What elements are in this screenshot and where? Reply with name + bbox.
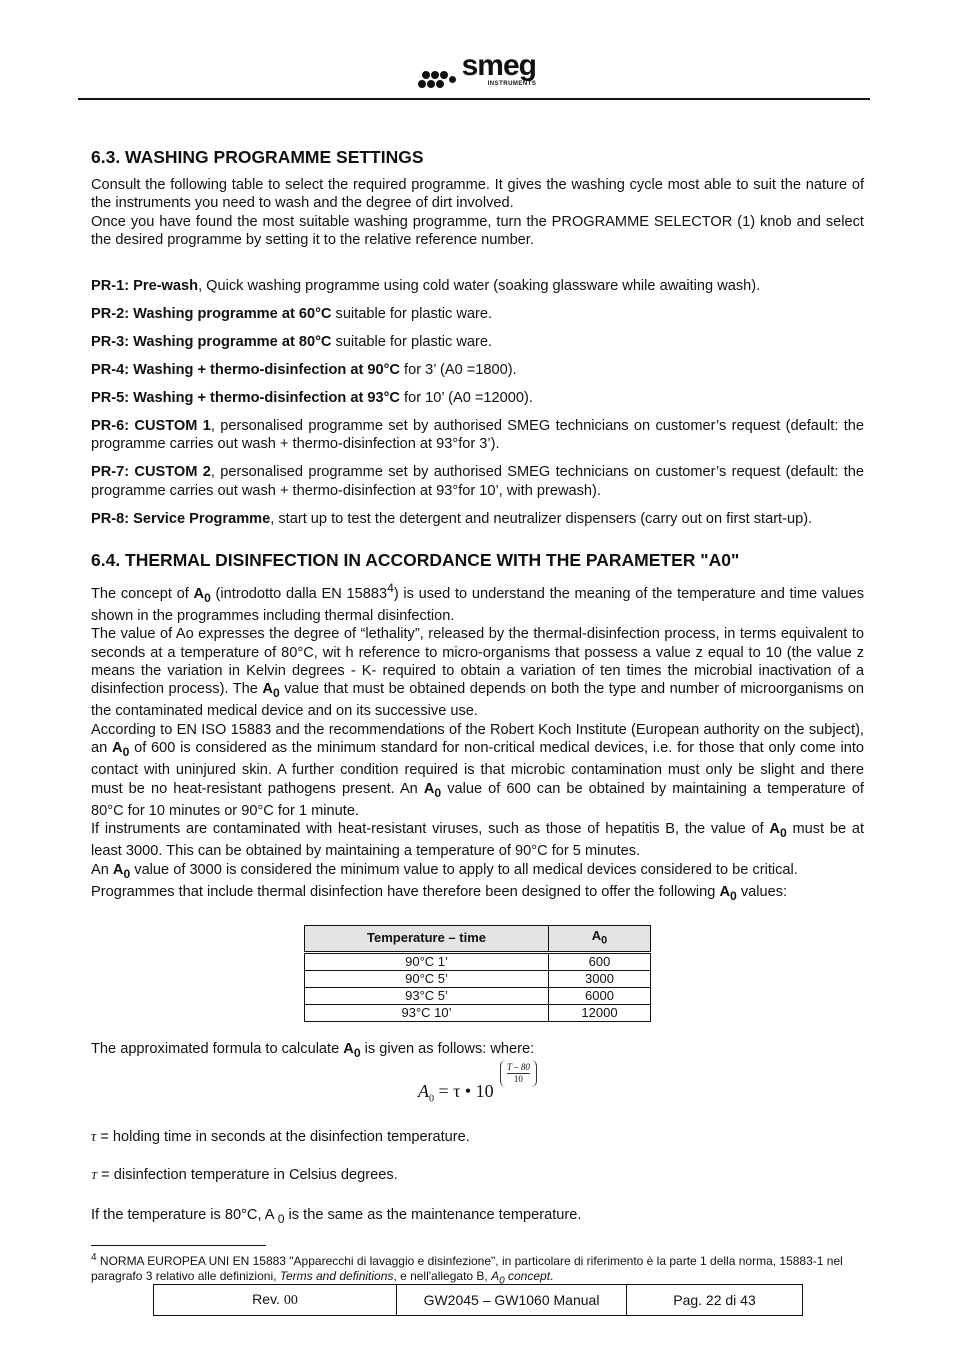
intro-paragraph-1: Consult the following table to select the required programme. It gives the washing cycle most able to suit the nature of the instruments you need to wash and the degree of dirt involved.: [91, 177, 864, 212]
column-header-temperature-time: Temperature – time: [305, 925, 549, 952]
table-row: [305, 952, 651, 970]
footnote: $^4$ NORMA EUROPEA UNI EN 15883 "Apparecchi di lavaggio e disinfezione", in particolare di riferimento è la parte 1 della norma, 15883-1 nel paragrafo 3 relativo alle definizioni, Terms and definitions, e nell'allegato B, $A_0$ concept.: [91, 1252, 843, 1286]
footer-page-number: Pag. 22 di 43: [627, 1285, 803, 1316]
cell-time: 93°C 5’: [305, 987, 549, 1004]
logo-subtitle: INSTRUMENTS: [487, 81, 537, 87]
page-footer: [153, 1284, 803, 1316]
a0-paragraph-1: The concept of $A_0$ (introdotto dalla EN 15883$^4$) is used to understand the meaning of the temperature and time values shown in the programmes including thermal disinfection.: [91, 580, 864, 625]
footer-manual-name: GW2045 – GW1060 Manual: [397, 1285, 627, 1316]
cell-a0: 6000: [549, 987, 651, 1004]
programme-item: PR-7: CUSTOM 2, personalised programme set by authorised SMEG technicians on customer’s request (default: the programme carries out wash + thermo-disinfection at 93°for 10’, with prewash).: [91, 464, 864, 499]
programme-item: PR-1: Pre-wash, Quick washing programme using cold water (soaking glassware while awaiting wash).: [91, 278, 761, 295]
cell-a0: 600: [549, 952, 651, 970]
table-row: [305, 1004, 651, 1021]
footer-revision: Rev. 00: [154, 1285, 397, 1316]
formula-intro: The approximated formula to calculate $A_0$ is given as follows: where:: [91, 1040, 535, 1060]
logo-text: smeg: [461, 49, 536, 82]
a0-values-table: [304, 925, 651, 1022]
smeg-dots-icon: [418, 62, 458, 88]
header-divider: [78, 98, 870, 100]
temperature-definition: T = disinfection temperature in Celsius degrees.: [91, 1167, 398, 1184]
programme-item: PR-4: Washing + thermo-disinfection at 90°C for 3’ (A0 =1800).: [91, 362, 517, 379]
a0-paragraph-5: An $A_0$ value of 3000 is considered the minimum value to apply to all medical devices considered to be critical.: [91, 861, 798, 881]
table-row: [305, 970, 651, 987]
tau-definition: τ = holding time in seconds at the disinfection temperature.: [91, 1129, 470, 1146]
a0-formula: $A_0 = \tau$ • 10 T – 80 10: [418, 1064, 864, 1110]
programme-item: PR-5: Washing + thermo-disinfection at 93°C for 10’ (A0 =12000).: [91, 390, 533, 407]
temperature-note: If the temperature is 80°C, A $_0$ is the same as the maintenance temperature.: [91, 1206, 582, 1226]
cell-time: 90°C 5’: [305, 970, 549, 987]
page-content: [91, 146, 864, 1228]
a0-paragraph-2: The value of Ao expresses the degree of “lethality”, released by the thermal-disinfection process, in terms equivalent to seconds at a temperature of 80°C, wit h reference to micro-organisms that possess a value z equal to 10 (the value z means the variation in Kelvin degrees - K- required to obtain a variation of ten times the microbial inactivation of a disinfection process). The $A_0$ value that must be obtained depends on both the type and number of microorganisms on the contaminated medical device and on its successive use.: [91, 626, 864, 720]
cell-a0: 12000: [549, 1004, 651, 1021]
programme-item: PR-6: CUSTOM 1, personalised programme set by authorised SMEG technicians on customer’s request (default: the programme carries out wash + thermo-disinfection at 93°for 3’).: [91, 418, 864, 453]
programme-item: PR-3: Washing programme at 80°C suitable for plastic ware.: [91, 334, 493, 351]
table-header-row: [305, 925, 651, 952]
section-title-washing-programme: 6.3. WASHING PROGRAMME SETTINGS: [91, 147, 424, 167]
header-logo: [0, 49, 954, 93]
intro-paragraph-2: Once you have found the most suitable washing programme, turn the PROGRAMME SELECTOR (1) knob and select the desired programme by setting it to the relative reference number.: [91, 213, 864, 248]
cell-time: 90°C 1’: [305, 952, 549, 970]
programme-item: PR-2: Washing programme at 60°C suitable for plastic ware.: [91, 306, 493, 323]
programme-list: [91, 277, 864, 528]
a0-paragraph-6: Programmes that include thermal disinfection have therefore been designed to offer the following $A_0$ values:: [91, 883, 788, 903]
table-row: [305, 987, 651, 1004]
programme-item: PR-8: Service Programme, start up to test the detergent and neutralizer dispensers (carry out on first start-up).: [91, 510, 813, 527]
formula-exponent: T – 80 10: [500, 1060, 537, 1087]
a0-paragraph-4: If instruments are contaminated with heat-resistant viruses, such as those of hepatitis B, the value of $A_0$ must be at least 3000. This can be obtained by maintaining a temperature of 90°C for 5 minutes.: [91, 821, 864, 860]
column-header-a0: $A_0$: [549, 925, 651, 952]
section-title-thermal-disinfection: 6.4. THERMAL DISINFECTION IN ACCORDANCE WITH THE PARAMETER "A0": [91, 549, 740, 570]
footnote-divider: [91, 1245, 266, 1246]
a0-paragraph-3: According to EN ISO 15883 and the recommendations of the Robert Koch Institute (European authority on the subject), an $A_0$ of 600 is considered as the minimum standard for non-critical medical devices, i.e. for those that only come into contact with uninjured skin. A further condition required is that microbic contamination must only be slight and there must be no heat-resistant pathogens present. An $A_0$ value of 600 can be obtained by maintaining a temperature of 80°C for 10 minutes or 90°C for 1 minute.: [91, 721, 864, 819]
cell-a0: 3000: [549, 970, 651, 987]
cell-time: 93°C 10’: [305, 1004, 549, 1021]
